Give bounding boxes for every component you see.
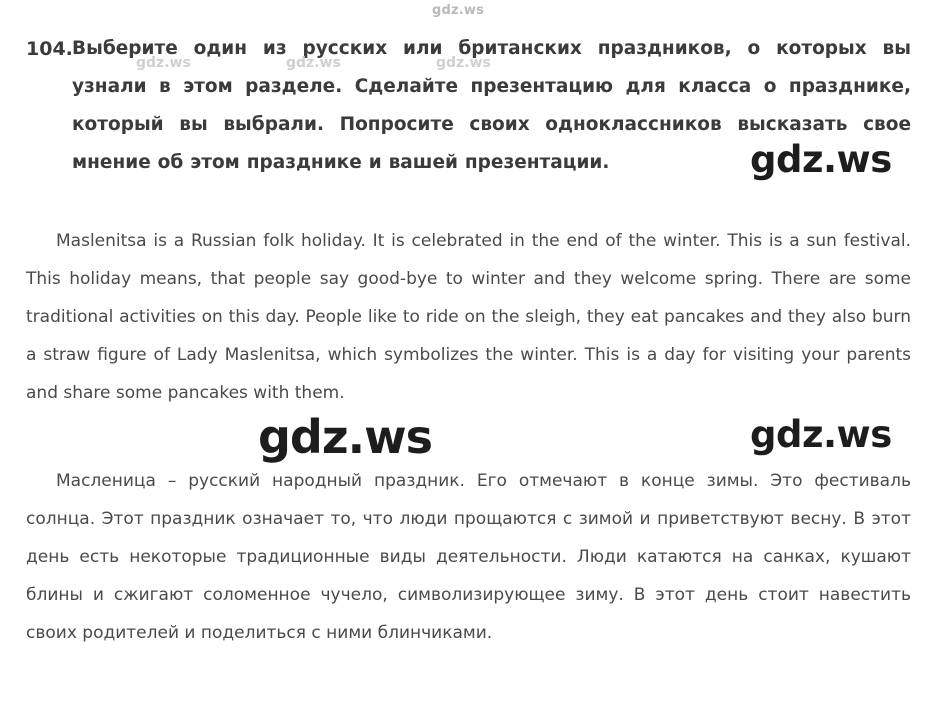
watermark-top: gdz.ws	[432, 3, 485, 18]
answer-english-text: Maslenitsa is a Russian folk holiday. It is celebrated in the end of the winter. This is a sun festival. This holiday means, that people say good-bye to winter and they welcome spring. There are some traditional activities on this day. People like to ride on the sleigh, they eat pancakes and they also burn a straw figure of Lady Maslenitsa, which symbolizes the winter. This is a day for visiting your parents and share some pancakes with them.	[26, 231, 911, 403]
watermark-small-3: gdz.ws	[436, 55, 491, 71]
task-row	[26, 30, 911, 182]
watermark-big-2: gdz.ws	[750, 413, 892, 456]
watermark-small-1: gdz.ws	[136, 55, 191, 71]
watermark-small-2: gdz.ws	[286, 55, 341, 71]
task-text: Выберите один из русских или британских праздников, о которых вы узнали в этом разделе. Сделайте презентацию для класса о празднике, который вы выбрали. Попросите своих одноклассников высказать свое мнение об этом празднике и вашей презентации.	[72, 38, 911, 173]
task-block	[26, 30, 911, 182]
task-number: 104.	[26, 38, 73, 60]
answer-paragraph-english	[26, 222, 911, 412]
watermark-huge-1: gdz.ws	[258, 410, 432, 464]
answer-paragraph-russian	[26, 462, 911, 652]
answer-russian-text: Масленица – русский народный праздник. Его отмечают в конце зимы. Это фестиваль солнца. Этот праздник означает то, что люди прощаются с зимой и приветствуют весну. В этот день есть некоторые традиционные виды деятельности. Люди катаются на санках, кушают блины и сжигают соломенное чучело, символизирующее зиму. В этот день стоит навестить своих родителей и поделиться с ними блинчиками.	[26, 471, 911, 643]
watermark-big-1: gdz.ws	[750, 138, 892, 181]
